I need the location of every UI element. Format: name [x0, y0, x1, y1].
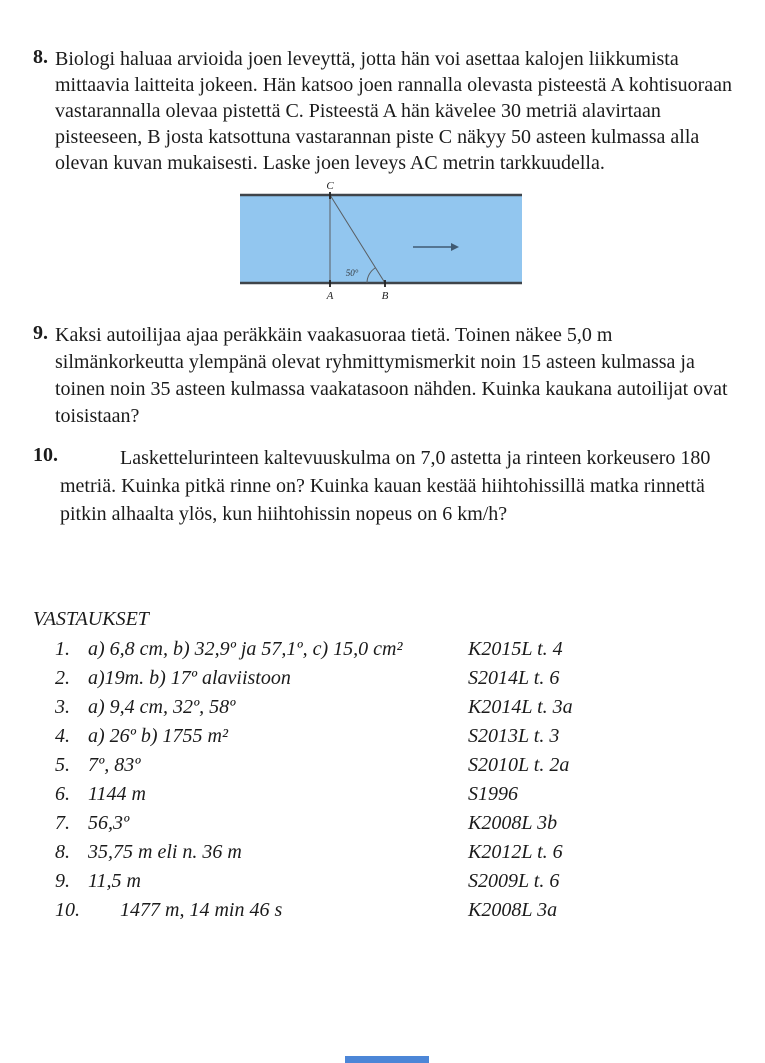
answer-text: a)19m. b) 17º alaviistoon: [88, 667, 291, 689]
river-diagram-svg: [240, 180, 522, 304]
problem-8-text: Biologi haluaa arvioida joen leveyttä, jotta hän voi asettaa kalojen liikkumista mittaavia laitteita jokeen. Hän katsoo joen rannalla olevasta pisteestä A kohtisuoraan vastarannalla olevaa pistettä C. Pisteestä A hän kävelee 30 metriä alavirtaan pisteeseen, B josta katsottuna vastarannan piste C näkyy 50 asteen kulmassa alla olevan kuvan mukaisesti. Laske joen leveys AC metrin tarkkuudella.: [55, 48, 733, 174]
problem-9: [33, 322, 735, 430]
problem-10-number: 10.: [33, 444, 58, 466]
answer-text: 56,3º: [88, 812, 130, 834]
problem-8: [33, 46, 735, 176]
answer-source: S2009L t. 6: [468, 870, 560, 892]
answer-source: K2008L 3b: [468, 812, 558, 834]
problem-8-number: 8.: [33, 46, 48, 68]
answer-text: 1144 m: [88, 783, 146, 805]
problem-10-text: Laskettelurinteen kaltevuuskulma on 7,0 astetta ja rinteen korkeusero 180 metriä. Kuinka pitkä rinne on? Kuinka kauan kestää hiihtohissillä matka rinnettä pitkin alhaalta ylös, kun hiihtohissin nopeus on 6 km/h?: [60, 447, 711, 525]
answer-text: a) 9,4 cm, 32º, 58º: [88, 696, 236, 718]
answer-number: 8.: [55, 841, 70, 863]
answer-row-3: [55, 693, 735, 722]
answer-source: K2014L t. 3a: [468, 696, 573, 718]
answer-number: 4.: [55, 725, 70, 747]
answers-list: [33, 635, 735, 925]
answer-source: K2008L 3a: [468, 899, 558, 921]
problem-9-text: Kaksi autoilijaa ajaa peräkkäin vaakasuoraa tietä. Toinen näkee 5,0 m silmänkorkeutta ylempänä olevat ryhmittymismerkit noin 15 asteen kulmassa ja toinen noin 35 asteen kulmassa vaakatasoon nähden. Kuinka kaukana autoilijat ovat toisistaan?: [55, 324, 728, 427]
answer-row-2: [55, 664, 735, 693]
problem-9-number: 9.: [33, 322, 48, 344]
answer-text: 1477 m, 14 min 46 s: [120, 899, 283, 921]
answers-section: [33, 606, 735, 925]
answer-source: S1996: [468, 783, 518, 805]
answer-row-10: [55, 896, 735, 925]
river-figure: [240, 180, 522, 304]
angle-label: 50°: [345, 268, 359, 278]
answer-text: a) 26º b) 1755 m²: [88, 725, 228, 747]
answer-number: 1.: [55, 638, 70, 660]
answer-text: a) 6,8 cm, b) 32,9º ja 57,1º, c) 15,0 cm²: [88, 638, 403, 660]
answer-row-5: [55, 751, 735, 780]
answer-number: 9.: [55, 870, 70, 892]
answer-source: S2010L t. 2a: [468, 754, 570, 776]
answer-number: 5.: [55, 754, 70, 776]
point-label-B: B: [381, 290, 389, 302]
answers-heading: VASTAUKSET: [33, 608, 149, 630]
answer-number: 2.: [55, 667, 70, 689]
answer-number: 3.: [55, 696, 70, 718]
problem-10: [33, 444, 750, 528]
answer-row-4: [55, 722, 735, 751]
point-label-A: A: [326, 290, 334, 302]
river-water: [240, 195, 522, 283]
answer-source: K2012L t. 6: [468, 841, 563, 863]
point-label-C: C: [326, 180, 334, 192]
answer-row-6: [55, 780, 735, 809]
answer-number: 10.: [55, 899, 80, 921]
answer-source: S2014L t. 6: [468, 667, 560, 689]
answer-row-9: [55, 867, 735, 896]
answer-text: 35,75 m eli n. 36 m: [88, 841, 242, 863]
answer-number: 7.: [55, 812, 70, 834]
answer-text: 7º, 83º: [88, 754, 141, 776]
next-figure-edge: [345, 1056, 429, 1063]
answer-source: K2015L t. 4: [468, 638, 563, 660]
answer-row-1: [55, 635, 735, 664]
answer-number: 6.: [55, 783, 70, 805]
answer-row-8: [55, 838, 735, 867]
answer-row-7: [55, 809, 735, 838]
answer-text: 11,5 m: [88, 870, 141, 892]
answer-source: S2013L t. 3: [468, 725, 560, 747]
